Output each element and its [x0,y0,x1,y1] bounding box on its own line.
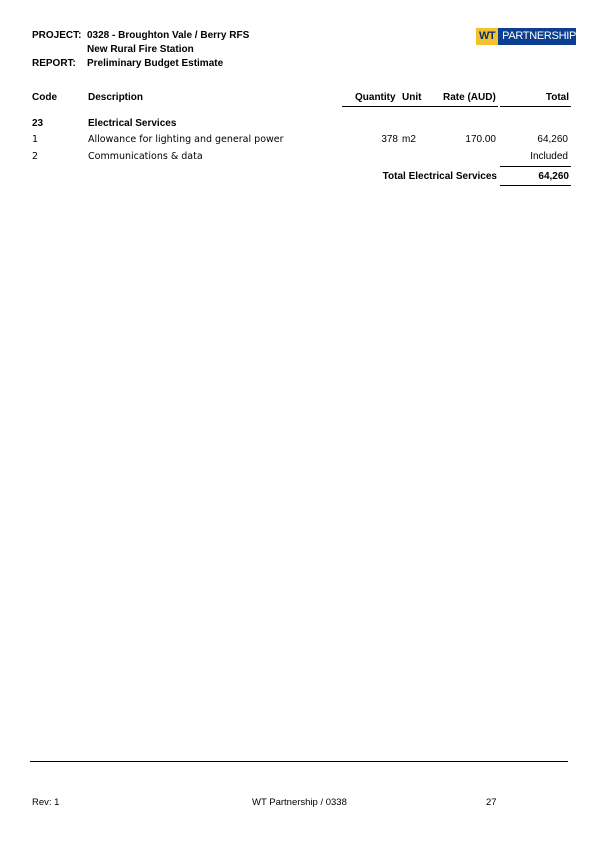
subtotal-rule-top [500,166,571,167]
row-code: 1 [32,134,39,145]
footer-rule [30,761,568,762]
col-code-header: Code [32,92,57,103]
footer-company: WT Partnership / 0338 [252,797,347,808]
project-label: PROJECT: [32,30,82,41]
report-label: REPORT: [32,58,76,69]
col-rate-header: Rate (AUD) [443,92,496,103]
report-name: Preliminary Budget Estimate [87,58,224,69]
row-description: Communications & data [88,151,203,162]
col-total-header: Total [545,92,569,103]
subtotal-value: 64,260 [538,171,569,182]
subtotal-rule-bottom [500,185,571,186]
col-unit-header: Unit [402,92,422,103]
section-code: 23 [32,118,44,129]
col-description-header: Description [88,92,144,103]
wt-partnership-logo [476,28,577,45]
header-rule-qty-rate [342,106,498,107]
project-subtitle: New Rural Fire Station [87,44,194,55]
section-title: Electrical Services [88,118,177,129]
col-quantity-header: Quantity [355,92,396,103]
row-total: Included [530,151,568,162]
page-number: 27 [486,797,497,808]
row-unit: m2 [402,134,416,145]
row-code: 2 [32,151,39,162]
row-rate: 170.00 [465,134,496,145]
footer-revision: Rev: 1 [32,797,60,808]
header-rule-total [500,106,571,107]
logo-wt: WT [476,28,498,45]
project-name: 0328 - Broughton Vale / Berry RFS [87,30,250,41]
subtotal-label: Total Electrical Services [382,171,497,182]
row-total: 64,260 [537,134,568,145]
row-quantity: 378 [381,134,398,145]
row-description: Allowance for lighting and general power [88,134,284,145]
logo-partnership: PARTNERSHIP [498,28,576,45]
